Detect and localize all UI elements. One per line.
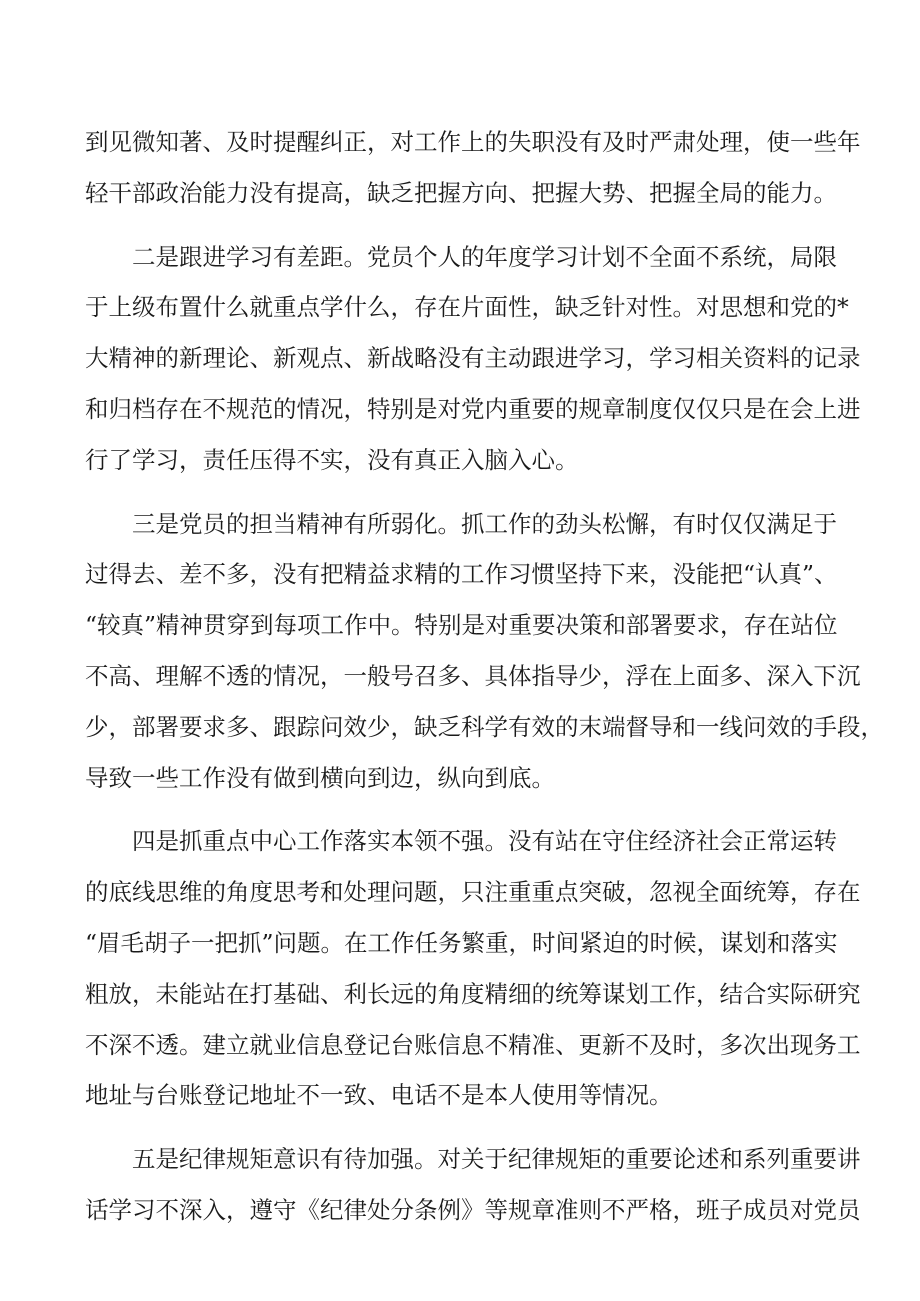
text-line: 四是抓重点中心工作落实本领不强。没有站在守住经济社会正常运转 bbox=[132, 827, 837, 856]
text-line: 少，部署要求多、跟踪问效少，缺乏科学有效的末端督导和一线问效的手段， bbox=[85, 712, 884, 741]
text-line: 二是跟进学习有差距。党员个人的年度学习计划不全面不系统，局限 bbox=[132, 242, 837, 271]
text-line: 和归档存在不规范的情况，特别是对党内重要的规章制度仅仅只是在会上进 bbox=[85, 394, 861, 423]
paragraph-continuation bbox=[85, 117, 861, 219]
text-line: 导致一些工作没有做到横向到边，纵向到底。 bbox=[85, 763, 555, 792]
text-line: 粗放，未能站在打基础、利长远的角度精细的统筹谋划工作，结合实际研究 bbox=[85, 979, 861, 1008]
document-body bbox=[85, 117, 884, 1236]
text-line: 行了学习，责任压得不实，没有真正入脑入心。 bbox=[85, 445, 579, 474]
text-line: 轻干部政治能力没有提高，缺乏把握方向、把握大势、把握全局的能力。 bbox=[85, 178, 837, 207]
text-line: “眉毛胡子一把抓”问题。在工作任务繁重，时间紧迫的时候，谋划和落实 bbox=[85, 928, 838, 957]
paragraph-discipline bbox=[85, 1134, 861, 1236]
paragraph-learning-gap bbox=[85, 232, 861, 486]
paragraph-responsibility bbox=[85, 499, 884, 804]
text-line: 大精神的新理论、新观点、新战略没有主动跟进学习，学习相关资料的记录 bbox=[85, 344, 861, 373]
text-line: 过得去、差不多，没有把精益求精的工作习惯坚持下来，没能把“认真”、 bbox=[85, 560, 838, 589]
text-line: 地址与台账登记地址不一致、电话不是本人使用等情况。 bbox=[85, 1081, 673, 1110]
text-line: 不高、理解不透的情况，一般号召多、具体指导少，浮在上面多、深入下沉 bbox=[85, 661, 861, 690]
text-line: 到见微知著、及时提醒纠正，对工作上的失职没有及时严肃处理，使一些年 bbox=[85, 128, 861, 156]
text-line: 不深不透。建立就业信息登记台账信息不精准、更新不及时，多次出现务工 bbox=[85, 1030, 861, 1059]
text-line: 的底线思维的角度思考和处理问题，只注重重点突破，忽视全面统筹，存在 bbox=[85, 878, 861, 907]
text-line: 三是党员的担当精神有所弱化。抓工作的劲头松懈，有时仅仅满足于 bbox=[132, 509, 837, 538]
text-line: 于上级布置什么就重点学什么，存在片面性，缺乏针对性。对思想和党的* bbox=[85, 293, 849, 322]
text-line: “较真”精神贯穿到每项工作中。特别是对重要决策和部署要求，存在站位 bbox=[85, 611, 838, 640]
text-line: 话学习不深入，遵守《纪律处分条例》等规章准则不严格，班子成员对党员 bbox=[85, 1195, 861, 1224]
text-line: 五是纪律规矩意识有待加强。对关于纪律规矩的重要论述和系列重要讲 bbox=[132, 1145, 861, 1174]
paragraph-implementation bbox=[85, 816, 861, 1121]
